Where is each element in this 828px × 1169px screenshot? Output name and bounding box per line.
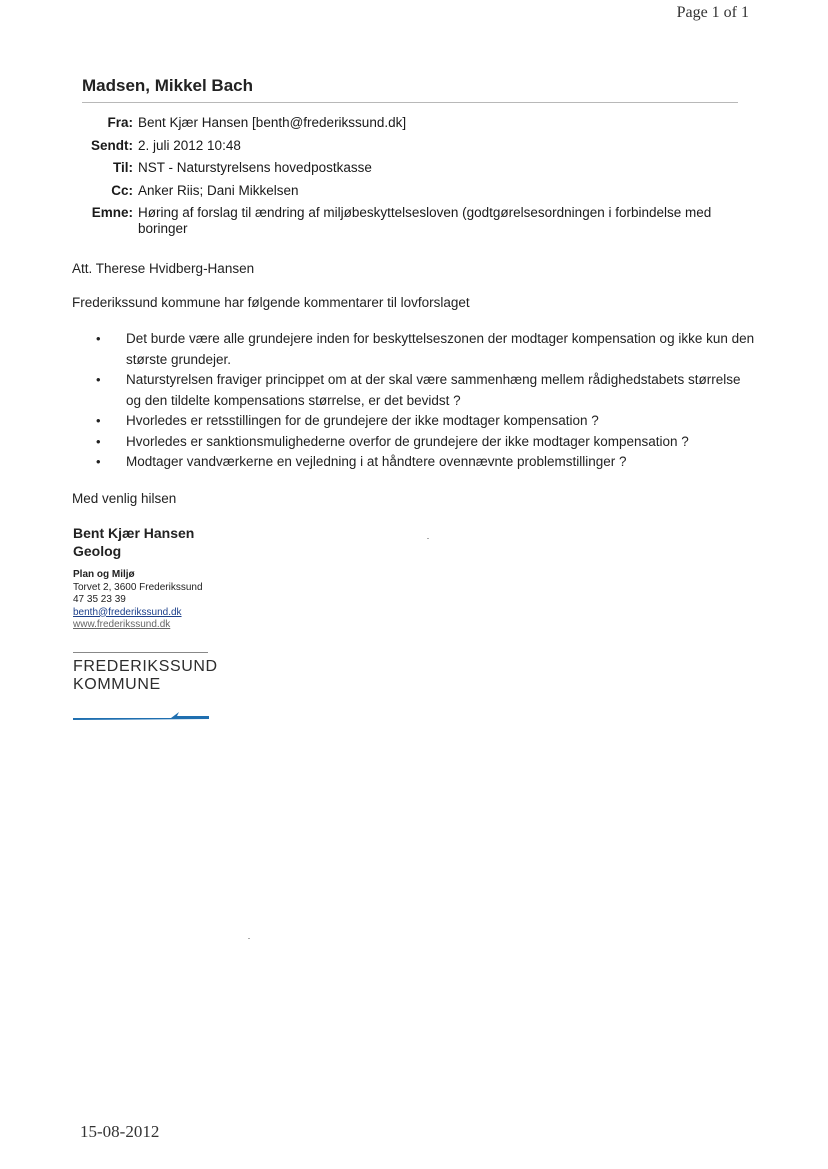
header-label: Emne: xyxy=(91,205,133,220)
signature-name: Bent Kjær Hansen xyxy=(73,525,195,541)
header-sent-value: 2. juli 2012 10:48 xyxy=(138,137,241,153)
logo-wave-icon xyxy=(73,710,209,722)
signature-header xyxy=(73,524,194,560)
list-item: • Hvorledes er sanktionsmulighederne overfor de grundejere der ikke modtager kompensation ? xyxy=(96,432,756,453)
signature-title: Geolog xyxy=(73,543,122,559)
signature-contact xyxy=(73,569,203,632)
header-cc-value: Anker Riis; Dani Mikkelsen xyxy=(138,182,299,198)
bullet-icon: • xyxy=(96,433,101,449)
signature-address: Torvet 2, 3600 Frederikssund xyxy=(73,581,203,593)
mailbox-owner-name: Madsen, Mikkel Bach xyxy=(82,76,254,95)
bullet-icon: • xyxy=(96,454,101,469)
header-cc-row xyxy=(84,183,744,199)
list-item: • Modtager vandværkerne en vejledning i at håndtere ovennævnte problemstillinger ? xyxy=(96,452,756,473)
header-divider xyxy=(82,102,738,103)
header-to-value: NST - Naturstyrelsens hovedpostkasse xyxy=(138,160,372,175)
header-subject-row xyxy=(84,205,744,237)
logo-divider xyxy=(73,652,208,653)
list-item: • Det burde være alle grundejere inden for beskyttelseszonen der modtager kompensation og ikke kun den største grundejer. xyxy=(96,331,755,367)
header-label: Til: xyxy=(113,160,133,175)
bullet-icon: • xyxy=(96,372,101,387)
signature-department: Plan og Miljø xyxy=(73,569,135,580)
header-from-row xyxy=(84,115,744,131)
page-number: Page 1 of 1 xyxy=(676,4,749,21)
signature-email-link[interactable]: benth@frederikssund.dk xyxy=(73,606,182,618)
header-label: Sendt: xyxy=(91,137,133,153)
header-sent-row xyxy=(84,138,744,154)
list-item: • Naturstyrelsen fraviger princippet om at der skal være sammenhæng mellem rådighedstabets størrelse og den tildelte kompensations størrelse, er det bevidst ? xyxy=(96,372,741,408)
signature-website-link[interactable]: www.frederikssund.dk xyxy=(73,619,171,630)
municipality-logo xyxy=(73,658,218,694)
list-item: • Hvorledes er retsstillingen for de grundejere der ikke modtager kompensation ? xyxy=(96,411,756,432)
comment-list xyxy=(96,329,756,473)
header-subject-value: Høring af forslag til ændring af miljøbeskyttelsesloven (godtgørelsesordningen i forbindelse med boringer xyxy=(138,205,712,236)
bullet-icon: • xyxy=(96,413,101,428)
header-to-row xyxy=(84,160,744,176)
intro-line: Frederikssund kommune har følgende kommentarer til lovforslaget xyxy=(72,295,470,310)
logo-line-1: FREDERIKSSUND xyxy=(73,658,218,675)
header-from-value: Bent Kjær Hansen [benth@frederikssund.dk] xyxy=(138,115,407,130)
header-label: Cc: xyxy=(111,182,133,198)
signature-phone: 47 35 23 39 xyxy=(73,594,126,605)
logo-line-2: KOMMUNE xyxy=(73,676,161,693)
bullet-icon: • xyxy=(96,331,101,346)
header-label: Fra: xyxy=(107,115,133,130)
footer-date: 15-08-2012 xyxy=(80,1122,160,1141)
scan-speck xyxy=(248,938,250,939)
scan-speck xyxy=(427,538,429,539)
closing-line: Med venlig hilsen xyxy=(72,491,177,506)
email-header xyxy=(84,115,744,244)
greeting-line: Att. Therese Hvidberg-Hansen xyxy=(72,261,255,276)
